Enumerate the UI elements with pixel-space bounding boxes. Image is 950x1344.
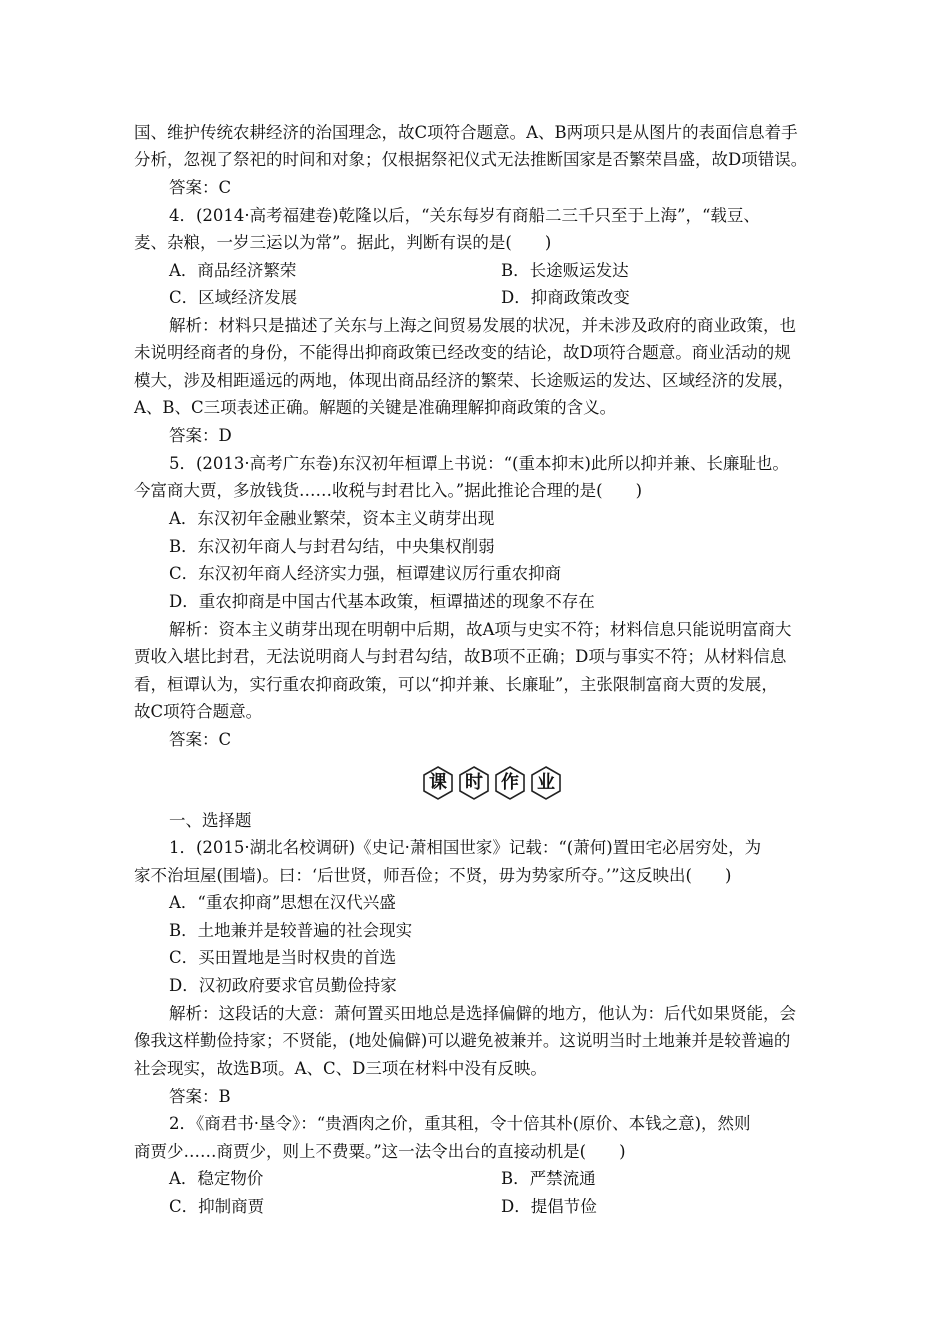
analysis-line: 贾收入堪比封君，无法说明商人与封君勾结，故B项不正确；D项与事实不符；从材料信息 xyxy=(134,647,787,666)
analysis-line: 像我这样勤俭持家；不贤能，(地处偏僻)可以避免被兼并。这说明当时土地兼并是较普遍的 xyxy=(134,1031,791,1050)
option-c: C．抑制商贾 xyxy=(169,1197,265,1216)
answer-line: 答案：D xyxy=(169,426,232,445)
option-c: C．买田置地是当时权贵的首选 xyxy=(169,948,397,967)
analysis-line: 解析：材料只是描述了关东与上海之间贸易发展的状况，并未涉及政府的商业政策，也 xyxy=(169,316,796,335)
analysis-line: A、B、C三项表述正确。解题的关键是准确理解抑商政策的含义。 xyxy=(134,398,617,417)
option-c: C．东汉初年商人经济实力强，桓谭建议厉行重农抑商 xyxy=(169,564,562,583)
option-a: A．东汉初年金融业繁荣，资本主义萌芽出现 xyxy=(169,509,495,528)
answer-line: 答案：C xyxy=(169,730,232,749)
hexagon-badge xyxy=(529,766,563,800)
analysis-line: 分析，忽视了祭祀的时间和对象；仅根据祭祀仪式无法推断国家是否繁荣昌盛，故D项错误。 xyxy=(134,150,808,169)
answer-line: 答案：B xyxy=(169,1087,231,1106)
option-b: B．土地兼并是较普遍的社会现实 xyxy=(169,921,413,940)
option-b: B．严禁流通 xyxy=(501,1169,596,1188)
section-title: 一、选择题 xyxy=(169,811,252,830)
question-stem: 家不治垣屋(围墙)。曰：‘后世贤，师吾俭；不贤，毋为势家所夺。’”这反映出( ) xyxy=(134,866,732,885)
option-d: D．抑商政策改变 xyxy=(501,288,630,307)
option-b: B．东汉初年商人与封君勾结，中央集权削弱 xyxy=(169,537,495,556)
option-a: A．“重农抑商”思想在汉代兴盛 xyxy=(169,893,396,912)
option-d: D．提倡节俭 xyxy=(501,1197,597,1216)
header-char: 业 xyxy=(537,772,555,793)
header-char: 时 xyxy=(465,772,483,793)
header-char: 课 xyxy=(429,772,447,793)
option-b: B．长途贩运发达 xyxy=(501,261,629,280)
option-a: A．商品经济繁荣 xyxy=(169,261,297,280)
option-d: D．汉初政府要求官员勤俭持家 xyxy=(169,976,397,995)
question-stem: 麦、杂粮，一岁三运以为常”。据此，判断有误的是( ) xyxy=(134,233,552,252)
option-d: D．重农抑商是中国古代基本政策，桓谭描述的现象不存在 xyxy=(169,592,595,611)
analysis-line: 故C项符合题意。 xyxy=(134,702,263,721)
hexagon-badge xyxy=(493,766,527,800)
analysis-line: 看，桓谭认为，实行重农抑商政策，可以“抑并兼、长廉耻”，主张限制富商大贾的发展， xyxy=(134,675,778,694)
analysis-line: 解析：这段话的大意：萧何置买田地总是选择偏僻的地方，他认为：后代如果贤能，会 xyxy=(169,1004,796,1023)
question-stem: 5．(2013·高考广东卷)东汉初年桓谭上书说：“(重本抑末)此所以抑并兼、长廉耻也。 xyxy=(169,454,789,473)
question-stem: 今富商大贾，多放钱货……收税与封君比入。”据此推论合理的是( ) xyxy=(134,481,643,500)
hexagon-badge xyxy=(421,766,455,800)
option-a: A．稳定物价 xyxy=(169,1169,264,1188)
question-stem: 商贾少……商贾少，则上不费粟。”这一法令出台的直接动机是( ) xyxy=(134,1142,626,1161)
analysis-line: 未说明经商者的身份，不能得出抑商政策已经改变的结论，故D项符合题意。商业活动的规 xyxy=(134,343,791,362)
answer-line: 答案：C xyxy=(169,178,232,197)
option-c: C．区域经济发展 xyxy=(169,288,298,307)
question-stem: 1．(2015·湖北名校调研)《史记·萧相国世家》记载：“(萧何)置田宅必居穷处，为 xyxy=(169,838,762,857)
analysis-line: 社会现实，故选B项。A、C、D三项在材料中没有反映。 xyxy=(134,1059,547,1078)
section-header xyxy=(421,766,561,800)
header-char: 作 xyxy=(501,772,519,793)
hexagon-badge xyxy=(457,766,491,800)
analysis-line: 模大，涉及相距遥远的两地，体现出商品经济的繁荣、长途贩运的发达、区域经济的发展， xyxy=(134,371,794,390)
question-stem: 4．(2014·高考福建卷)乾隆以后，“关东每岁有商船二三千只至于上海”，“载豆、 xyxy=(169,206,760,225)
analysis-line: 国、维护传统农耕经济的治国理念，故C项符合题意。A、B两项只是从图片的表面信息着手 xyxy=(134,123,798,142)
question-stem: 2．《商君书·垦令》：“贵酒肉之价，重其租，令十倍其朴(原价、本钱之意)，然则 xyxy=(169,1114,751,1133)
analysis-line: 解析：资本主义萌芽出现在明朝中后期，故A项与史实不符；材料信息只能说明富商大 xyxy=(169,620,792,639)
